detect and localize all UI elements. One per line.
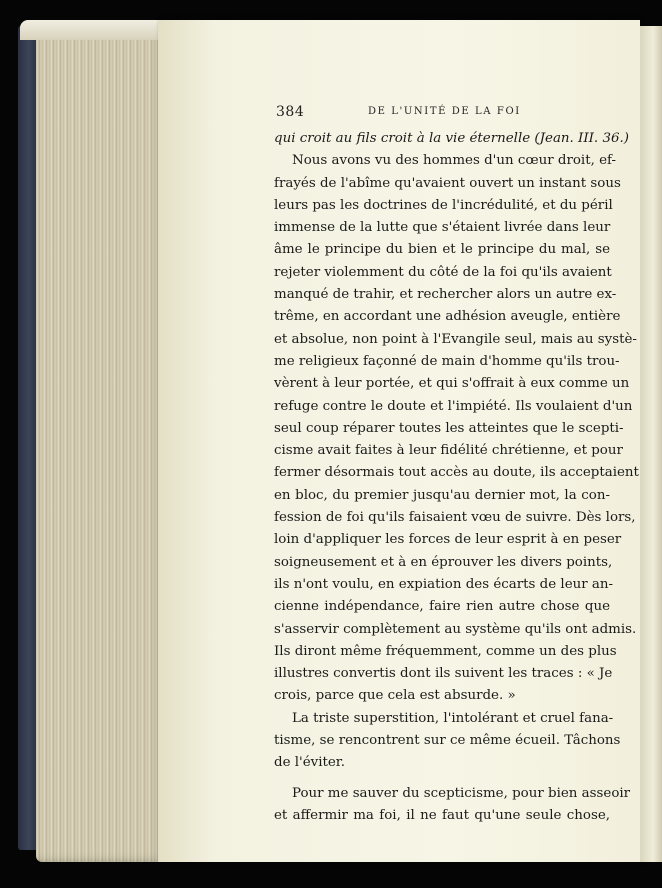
text-line: s'asservir complètement au système qu'ils ont admis. [274,621,637,637]
text-line: qui croit au fils croit à la vie éternelle (Jean. III. 36.) [274,131,629,146]
text-line: soigneusement et à en éprouver les divers points, [274,554,613,570]
text-line: Ils diront même fréquemment, comme un des plus [274,643,617,659]
text-line: fession de foi qu'ils faisaient vœu de suivre. Dès lors, [274,510,636,526]
book-top-edge [20,20,170,40]
text-line: Pour me sauver du scepticisme, pour bien asseoir [292,785,631,801]
page-stack-edges [36,22,166,862]
text-line: fermer désormais tout accès au doute, ils acceptaient [274,465,639,481]
text-line: manqué de trahir, et rechercher alors un autre ex- [274,287,617,303]
text-line: La triste superstition, l'intolérant et cruel fana- [292,710,614,726]
text-line: trême, en accordant une adhésion aveugle, entière [274,309,621,325]
text-line: cienne indépendance, faire rien autre chose que [274,599,610,615]
text-line: leurs pas les doctrines de l'incrédulité, et du péril [274,197,613,213]
paragraph-gap [274,775,610,783]
text-line: refuge contre le doute et l'impiété. Ils voulaient d'un [274,398,633,414]
text-line: Nous avons vu des hommes d'un cœur droit, ef- [292,153,617,169]
text-line: de l'éviter. [274,755,345,771]
text-line: tisme, se rencontrent sur ce même écueil. Tâchons [274,733,621,749]
text-line: seul coup réparer toutes les atteintes que le scepti- [274,420,624,436]
text-line: ils n'ont voulu, en expiation des écarts de leur an- [274,576,614,592]
text-line: vèrent à leur portée, et qui s'offrait à eux comme un [274,376,630,392]
page-body [274,128,639,827]
text-line: en bloc, du premier jusqu'au dernier mot, la con- [274,487,610,503]
page-number: 384 [276,104,305,120]
text-line: âme le principe du bien et le principe du mal, se [274,242,610,258]
text-line: me religieux façonné de main d'homme qu'ils trou- [274,353,620,369]
text-line: rejeter violemment du côté de la foi qu'ils avaient [274,264,612,280]
text-line: et absolue, non point à l'Evangile seul, mais au systè- [274,331,637,347]
text-line: et affermir ma foi, il ne faut qu'une seule chose, [274,807,610,823]
running-head: DE L'UNITÉ DE LA FOI [368,106,521,117]
text-line: loin d'appliquer les forces de leur esprit à en peser [274,532,622,548]
text-line: immense de la lutte que s'étaient livrée dans leur [274,220,611,236]
text-line: illustres convertis dont ils suivent les traces : « Je [274,666,613,682]
text-line: frayés de l'abîme qu'avaient ouvert un instant sous [274,175,621,191]
facing-page-edge [640,26,662,862]
text-line: crois, parce que cela est absurde. » [274,688,516,704]
text-line: cisme avait faites à leur fidélité chrétienne, et pour [274,443,623,459]
